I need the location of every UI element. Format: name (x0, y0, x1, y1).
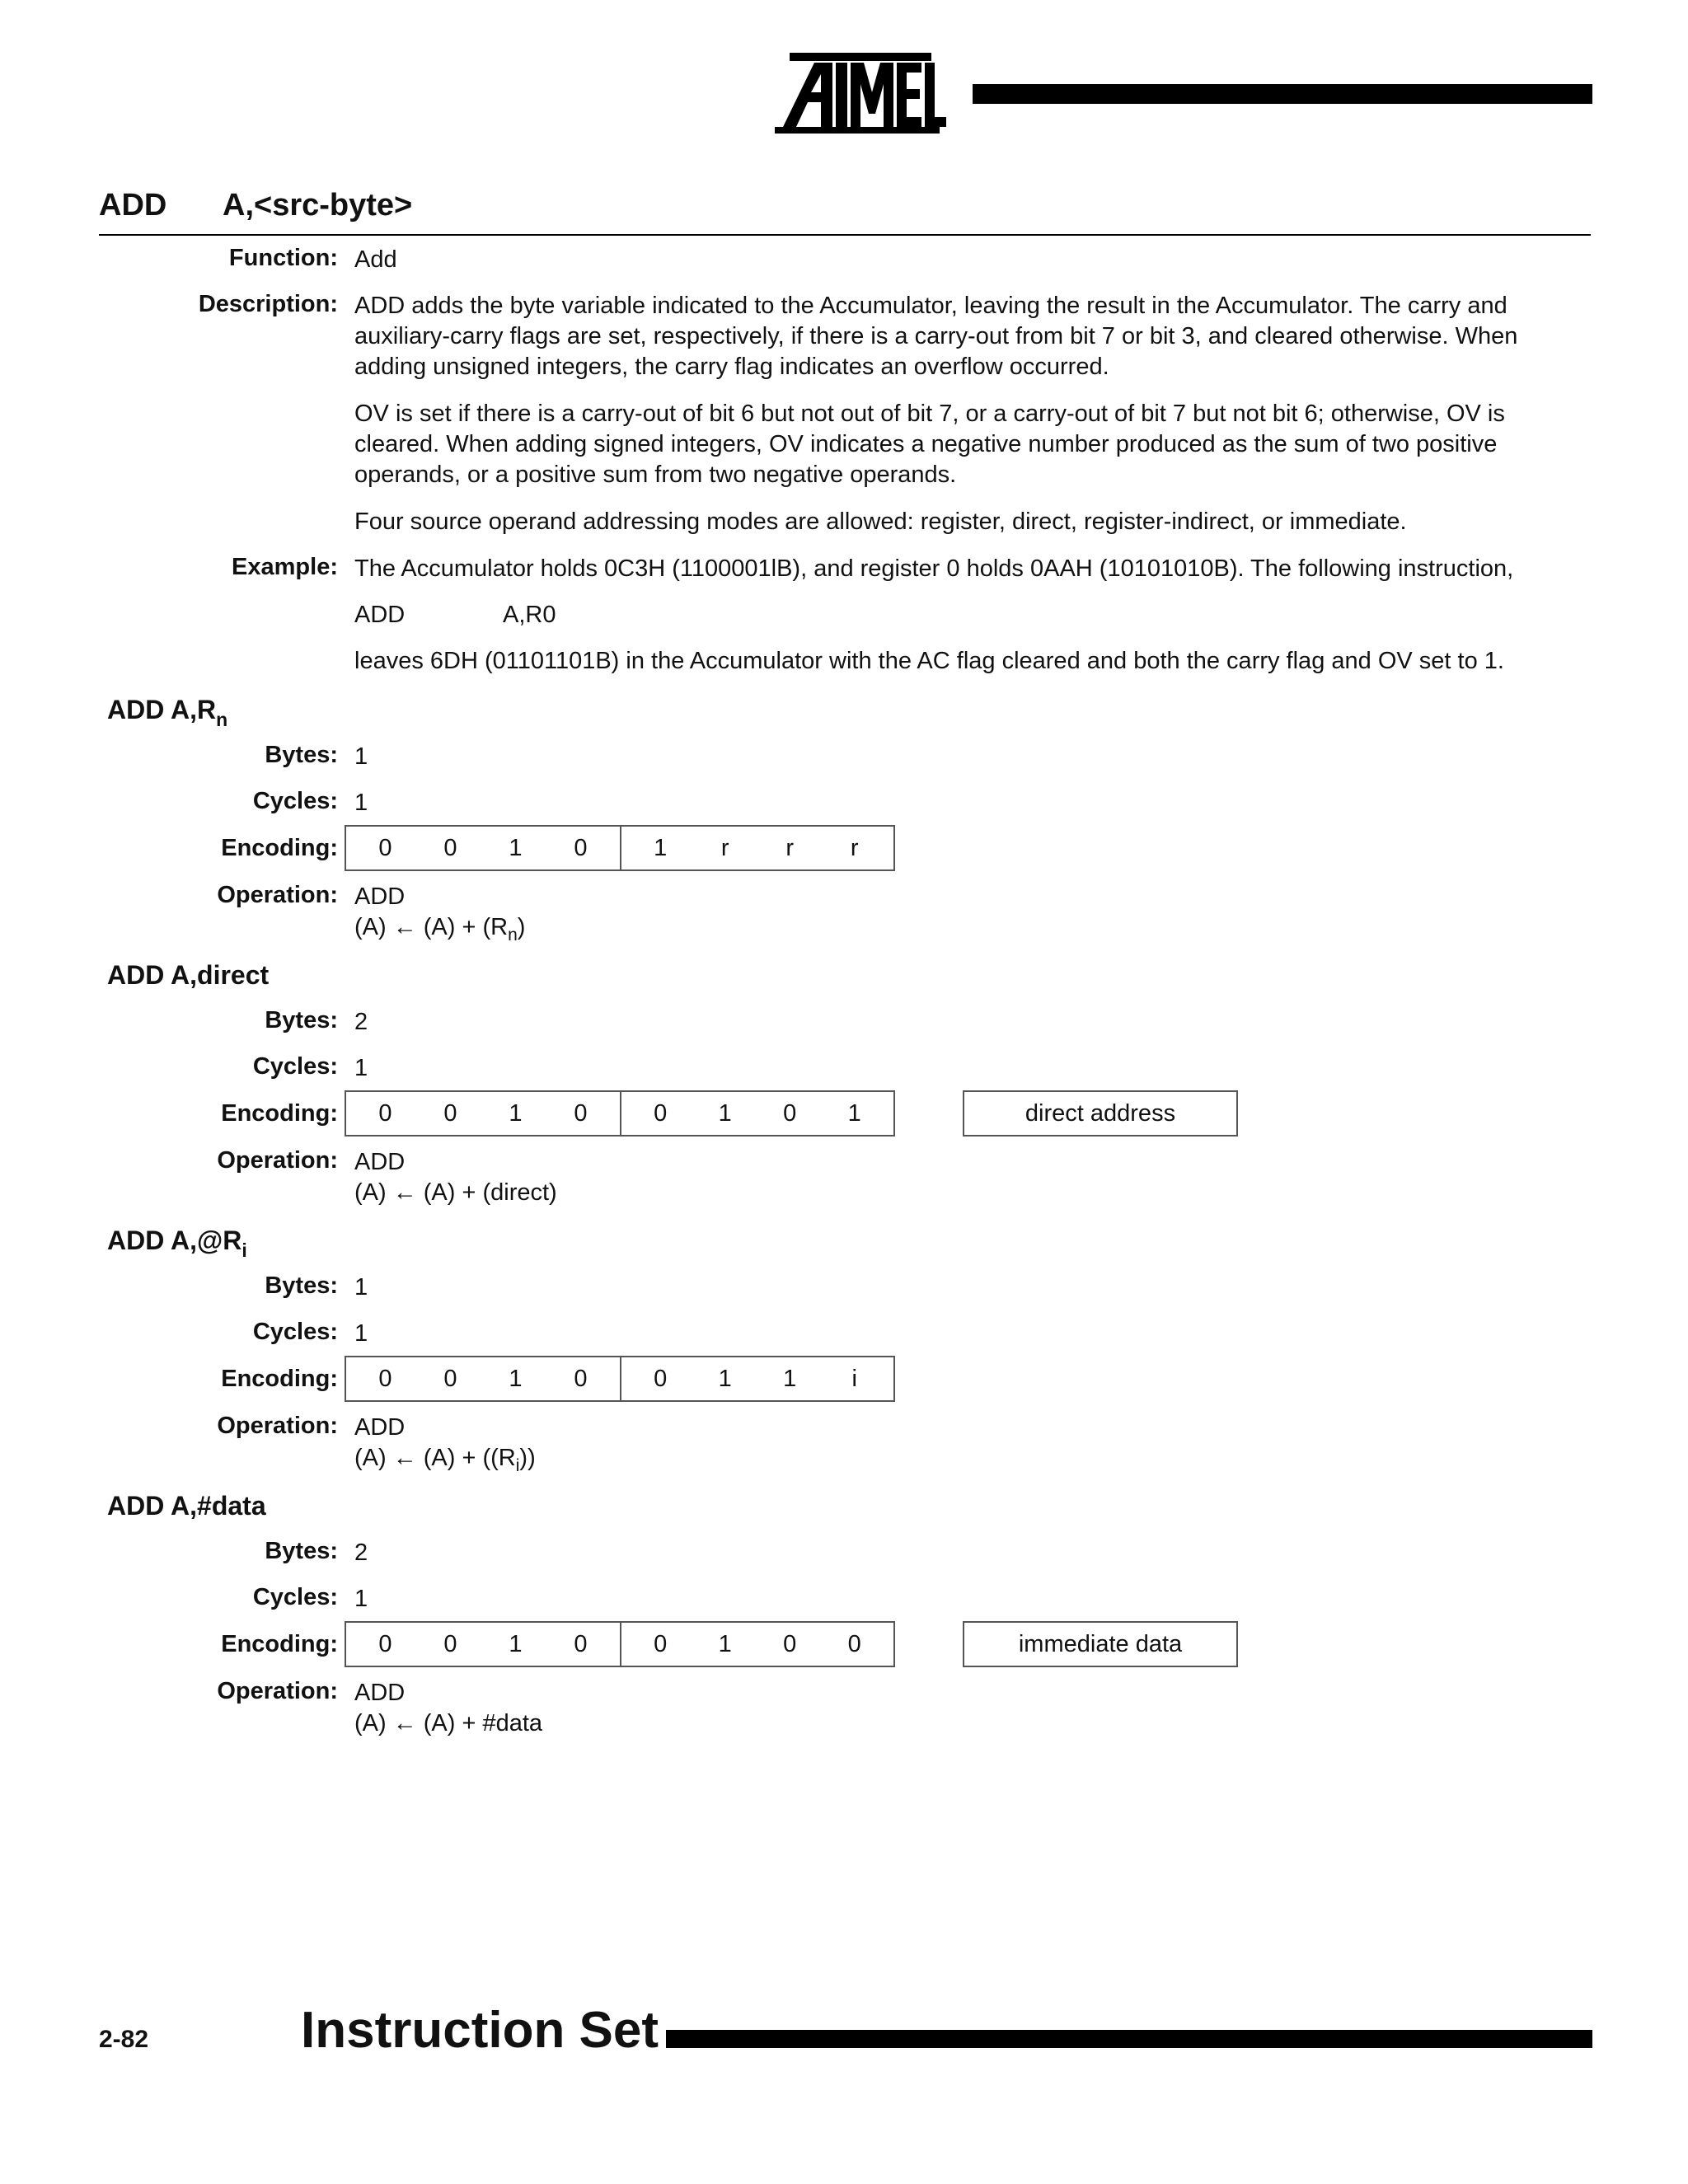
operation-mnemonic: ADD (354, 1414, 406, 1441)
encoding-bit: i (851, 1365, 857, 1392)
encoding-bit: 1 (509, 834, 523, 861)
encoding-bit: 0 (378, 1099, 392, 1127)
example-code-operands: A,R0 (503, 602, 556, 628)
operation-subscript: i (515, 1456, 520, 1475)
cycles-value: 1 (354, 1586, 368, 1612)
encoding-nibble (346, 1092, 620, 1135)
encoding-bit: 0 (783, 1099, 797, 1127)
bytes-label: Bytes: (265, 1007, 338, 1033)
encoding-operand-box: immediate data (963, 1621, 1238, 1667)
encoding-label: Encoding: (221, 835, 338, 861)
variant-heading: ADD A,direct (107, 960, 270, 990)
example-code-mnemonic: ADD (354, 602, 406, 628)
encoding-nibble (346, 1357, 620, 1400)
heading-subscript: n (216, 709, 228, 730)
cycles-label: Cycles: (252, 1319, 338, 1345)
operation-label: Operation: (217, 882, 338, 908)
operation-mnemonic: ADD (354, 1680, 406, 1706)
operation-expression: (A) ← $(A) + ((R_i))$ (354, 1445, 536, 1475)
cycles-value: 1 (354, 790, 368, 816)
bytes-label: Bytes: (265, 1538, 338, 1564)
operation-label: Operation: (217, 1678, 338, 1704)
cycles-value: 1 (354, 1055, 368, 1081)
function-value: Add (354, 246, 397, 273)
variant-heading: ADD A,#data (107, 1491, 266, 1521)
encoding-bit: 1 (847, 1099, 861, 1127)
encoding-nibble (620, 827, 893, 869)
bytes-value: 1 (354, 743, 368, 770)
encoding-bit: r (785, 834, 795, 861)
encoding-nibble (620, 1357, 893, 1400)
function-label: Function: (228, 245, 338, 271)
cycles-label: Cycles: (252, 788, 338, 814)
operation-mnemonic: ADD (354, 1149, 406, 1175)
encoding-bit: 0 (443, 1630, 457, 1657)
operation-label: Operation: (217, 1413, 338, 1439)
footer-title: Instruction Set (301, 2002, 659, 2059)
encoding-box (345, 1356, 895, 1402)
example-result: leaves 6DH (01101101B) in the Accumulator with the AC flag cleared and both the carry flag and OV set to 1. (354, 648, 1504, 674)
encoding-box (345, 1090, 895, 1137)
description-paragraph: OV is set if there is a carry-out of bit 6 but not out of bit 7, or a carry-out of bit 7 but not bit 6; otherwise, OV is cleared. When adding signed integers, OV indicates a negative number produced as the sum of two positive operands, or a positive sum from two negative operands. (354, 401, 1505, 488)
operation-mnemonic: ADD (354, 883, 406, 910)
encoding-bit: 0 (654, 1630, 668, 1657)
bytes-value: 1 (354, 1274, 368, 1301)
encoding-nibble (620, 1623, 893, 1666)
operation-label: Operation: (217, 1147, 338, 1174)
encoding-box (345, 825, 895, 871)
encoding-bit: r (850, 834, 859, 861)
bytes-value: 2 (354, 1009, 368, 1035)
bytes-label: Bytes: (265, 1272, 338, 1299)
encoding-bit: 0 (654, 1365, 668, 1392)
encoding-label: Encoding: (221, 1100, 338, 1127)
atmel-logo (775, 51, 948, 135)
encoding-bit: 1 (509, 1630, 523, 1657)
description-paragraph: Four source operand addressing modes are allowed: register, direct, register-indirect, or immediate. (354, 509, 1407, 535)
header-rule (973, 84, 1592, 104)
encoding-bit: 0 (574, 1099, 588, 1127)
heading-subscript: i (241, 1240, 247, 1261)
instruction-operands: A,<src-byte> (223, 188, 413, 223)
encoding-bit: 0 (443, 834, 457, 861)
bytes-value: 2 (354, 1540, 368, 1566)
encoding-bit: 1 (718, 1630, 732, 1657)
encoding-bit: 1 (654, 834, 668, 861)
encoding-bit: r (720, 834, 729, 861)
cycles-label: Cycles: (252, 1053, 338, 1080)
encoding-bit: 1 (783, 1365, 797, 1392)
encoding-nibble (620, 1092, 893, 1135)
operation-expression: (A) ← $(A) + (R_n)$ (354, 914, 526, 944)
operation-expression: (A) ← (A) + #data (354, 1710, 543, 1736)
encoding-bit: 0 (378, 1365, 392, 1392)
encoding-label: Encoding: (221, 1366, 338, 1392)
encoding-bit: 0 (847, 1630, 861, 1657)
variant-heading: ADD $A,R_n$ (107, 695, 228, 730)
encoding-bit: 1 (509, 1099, 523, 1127)
encoding-bit: 0 (654, 1099, 668, 1127)
encoding-bit: 0 (574, 1630, 588, 1657)
encoding-bit: 0 (443, 1365, 457, 1392)
cycles-label: Cycles: (252, 1584, 338, 1610)
variant-heading: ADD $A,@R_i$ (107, 1226, 247, 1261)
encoding-box (345, 1621, 895, 1667)
description-label: Description: (198, 291, 338, 317)
encoding-bit: 1 (509, 1365, 523, 1392)
cycles-value: 1 (354, 1320, 368, 1347)
encoding-bit: 0 (783, 1630, 797, 1657)
example-label: Example: (232, 554, 338, 580)
description-paragraph: ADD adds the byte variable indicated to the Accumulator, leaving the result in the Accumulator. The carry and auxiliary-carry flags are set, respectively, if there is a carry-out from bit 7 or bit 3, and cleared otherwise. When adding unsigned integers, the carry flag indicates an overflow occurred. (354, 293, 1518, 380)
encoding-label: Encoding: (221, 1631, 338, 1657)
encoding-bit: 0 (574, 834, 588, 861)
operation-subscript: n (508, 926, 518, 944)
encoding-bit: 0 (378, 1630, 392, 1657)
operation-expression: (A) ← (A) + (direct) (354, 1179, 557, 1206)
encoding-operand-box: direct address (963, 1090, 1238, 1137)
bytes-label: Bytes: (265, 742, 338, 768)
instruction-mnemonic: ADD (99, 188, 167, 223)
title-rule (99, 234, 1591, 236)
encoding-bit: 1 (718, 1099, 732, 1127)
page-number: 2-82 (99, 2026, 149, 2053)
encoding-bit: 0 (378, 834, 392, 861)
encoding-nibble (346, 827, 620, 869)
encoding-bit: 0 (443, 1099, 457, 1127)
encoding-nibble (346, 1623, 620, 1666)
footer-rule (666, 2030, 1592, 2048)
encoding-bit: 0 (574, 1365, 588, 1392)
example-intro: The Accumulator holds 0C3H (1100001lB), and register 0 holds 0AAH (10101010B). The following instruction, (354, 555, 1514, 582)
encoding-bit: 1 (718, 1365, 732, 1392)
